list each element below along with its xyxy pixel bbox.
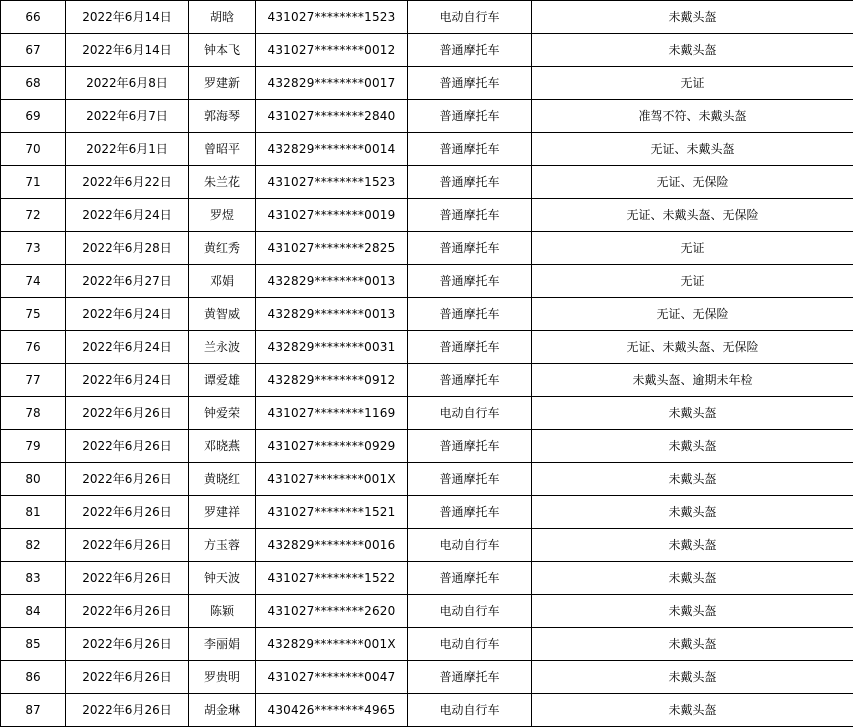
id-number-cell[interactable]: 430426********4965 [256, 694, 408, 727]
table-row [1, 496, 853, 529]
table-row [1, 463, 853, 496]
violation-cell[interactable]: 未戴头盔、逾期未年检 [532, 364, 853, 397]
vehicle-type-cell[interactable]: 普通摩托车 [408, 67, 532, 100]
table-row [1, 331, 853, 364]
vehicle-type-cell[interactable]: 电动自行车 [408, 1, 532, 34]
row-number-cell[interactable]: 69 [1, 100, 66, 133]
table-row [1, 397, 853, 430]
vehicle-type-cell[interactable]: 普通摩托车 [408, 265, 532, 298]
id-number-cell[interactable]: 432829********0014 [256, 133, 408, 166]
violation-cell[interactable]: 未戴头盔 [532, 34, 853, 67]
table-row [1, 529, 853, 562]
table-row [1, 100, 853, 133]
vehicle-type-cell[interactable]: 普通摩托车 [408, 463, 532, 496]
id-number-cell[interactable]: 432829********0017 [256, 67, 408, 100]
table-row [1, 364, 853, 397]
violation-cell[interactable]: 未戴头盔 [532, 1, 853, 34]
violation-cell[interactable]: 无证、未戴头盔、无保险 [532, 331, 853, 364]
date-cell[interactable]: 2022年6月24日 [66, 199, 189, 232]
vehicle-type-cell[interactable]: 普通摩托车 [408, 232, 532, 265]
violation-cell[interactable]: 准驾不符、未戴头盔 [532, 100, 853, 133]
violation-cell[interactable]: 未戴头盔 [532, 595, 853, 628]
row-number-cell[interactable]: 73 [1, 232, 66, 265]
row-number-cell[interactable]: 87 [1, 694, 66, 727]
violation-cell[interactable]: 无证 [532, 67, 853, 100]
name-cell[interactable]: 罗建新 [189, 67, 256, 100]
name-cell[interactable]: 邓晓燕 [189, 430, 256, 463]
row-number-cell[interactable]: 67 [1, 34, 66, 67]
id-number-cell[interactable]: 431027********2825 [256, 232, 408, 265]
vehicle-type-cell[interactable]: 普通摩托车 [408, 199, 532, 232]
table-row [1, 298, 853, 331]
row-number-cell[interactable]: 74 [1, 265, 66, 298]
row-number-cell[interactable]: 68 [1, 67, 66, 100]
row-number-cell[interactable]: 66 [1, 1, 66, 34]
table-row [1, 1, 853, 34]
row-number-cell[interactable]: 84 [1, 595, 66, 628]
id-number-cell[interactable]: 432829********0013 [256, 298, 408, 331]
date-cell[interactable]: 2022年6月26日 [66, 694, 189, 727]
row-number-cell[interactable]: 82 [1, 529, 66, 562]
row-number-cell[interactable]: 80 [1, 463, 66, 496]
row-number-cell[interactable]: 72 [1, 199, 66, 232]
date-cell[interactable]: 2022年6月26日 [66, 595, 189, 628]
vehicle-type-cell[interactable]: 普通摩托车 [408, 34, 532, 67]
name-cell[interactable]: 钟天波 [189, 562, 256, 595]
vehicle-type-cell[interactable]: 普通摩托车 [408, 562, 532, 595]
row-number-cell[interactable]: 76 [1, 331, 66, 364]
id-number-cell[interactable]: 431027********2840 [256, 100, 408, 133]
vehicle-type-cell[interactable]: 普通摩托车 [408, 298, 532, 331]
violation-cell[interactable]: 未戴头盔 [532, 562, 853, 595]
violation-cell[interactable]: 未戴头盔 [532, 430, 853, 463]
table-row [1, 199, 853, 232]
row-number-cell[interactable]: 83 [1, 562, 66, 595]
name-cell[interactable]: 胡金琳 [189, 694, 256, 727]
violation-cell[interactable]: 无证、无保险 [532, 166, 853, 199]
table-row [1, 34, 853, 67]
name-cell[interactable]: 邓娟 [189, 265, 256, 298]
violation-cell[interactable]: 未戴头盔 [532, 628, 853, 661]
row-number-cell[interactable]: 79 [1, 430, 66, 463]
table-row [1, 661, 853, 694]
vehicle-type-cell[interactable]: 普通摩托车 [408, 331, 532, 364]
name-cell[interactable]: 李丽娟 [189, 628, 256, 661]
id-number-cell[interactable]: 431027********1522 [256, 562, 408, 595]
table-row [1, 67, 853, 100]
table-row [1, 232, 853, 265]
id-number-cell[interactable]: 431027********1523 [256, 1, 408, 34]
id-number-cell[interactable]: 431027********1169 [256, 397, 408, 430]
violation-cell[interactable]: 未戴头盔 [532, 496, 853, 529]
row-number-cell[interactable]: 85 [1, 628, 66, 661]
table-row [1, 166, 853, 199]
id-number-cell[interactable]: 431027********1523 [256, 166, 408, 199]
violation-cell[interactable]: 未戴头盔 [532, 397, 853, 430]
violation-cell[interactable]: 无证、无保险 [532, 298, 853, 331]
date-cell[interactable]: 2022年6月24日 [66, 364, 189, 397]
name-cell[interactable]: 黄红秀 [189, 232, 256, 265]
date-cell[interactable]: 2022年6月26日 [66, 628, 189, 661]
name-cell[interactable]: 罗煜 [189, 199, 256, 232]
violation-cell[interactable]: 未戴头盔 [532, 529, 853, 562]
id-number-cell[interactable]: 431027********0047 [256, 661, 408, 694]
row-number-cell[interactable]: 77 [1, 364, 66, 397]
id-number-cell[interactable]: 431027********2620 [256, 595, 408, 628]
row-number-cell[interactable]: 86 [1, 661, 66, 694]
vehicle-type-cell[interactable]: 普通摩托车 [408, 430, 532, 463]
date-cell[interactable]: 2022年6月26日 [66, 661, 189, 694]
violation-cell[interactable]: 未戴头盔 [532, 463, 853, 496]
date-cell[interactable]: 2022年6月8日 [66, 67, 189, 100]
violation-cell[interactable]: 未戴头盔 [532, 694, 853, 727]
violation-cell[interactable]: 无证 [532, 232, 853, 265]
name-cell[interactable]: 兰永波 [189, 331, 256, 364]
date-cell[interactable]: 2022年6月26日 [66, 463, 189, 496]
name-cell[interactable]: 黄智威 [189, 298, 256, 331]
name-cell[interactable]: 谭爱雄 [189, 364, 256, 397]
id-number-cell[interactable]: 432829********0031 [256, 331, 408, 364]
row-number-cell[interactable]: 75 [1, 298, 66, 331]
table-row [1, 595, 853, 628]
id-number-cell[interactable]: 431027********0012 [256, 34, 408, 67]
date-cell[interactable]: 2022年6月26日 [66, 430, 189, 463]
id-number-cell[interactable]: 432829********0912 [256, 364, 408, 397]
date-cell[interactable]: 2022年6月26日 [66, 562, 189, 595]
name-cell[interactable]: 罗建祥 [189, 496, 256, 529]
row-number-cell[interactable]: 70 [1, 133, 66, 166]
vehicle-type-cell[interactable]: 电动自行车 [408, 694, 532, 727]
row-number-cell[interactable]: 78 [1, 397, 66, 430]
id-number-cell[interactable]: 432829********001X [256, 628, 408, 661]
vehicle-type-cell[interactable]: 电动自行车 [408, 628, 532, 661]
id-number-cell[interactable]: 432829********0013 [256, 265, 408, 298]
table-row [1, 562, 853, 595]
violation-cell[interactable]: 无证、未戴头盔、无保险 [532, 199, 853, 232]
id-number-cell[interactable]: 431027********001X [256, 463, 408, 496]
vehicle-type-cell[interactable]: 普通摩托车 [408, 661, 532, 694]
name-cell[interactable]: 陈颖 [189, 595, 256, 628]
vehicle-type-cell[interactable]: 普通摩托车 [408, 100, 532, 133]
date-cell[interactable]: 2022年6月24日 [66, 331, 189, 364]
date-cell[interactable]: 2022年6月1日 [66, 133, 189, 166]
id-number-cell[interactable]: 431027********0019 [256, 199, 408, 232]
name-cell[interactable]: 钟爱荣 [189, 397, 256, 430]
row-number-cell[interactable]: 81 [1, 496, 66, 529]
id-number-cell[interactable]: 431027********1521 [256, 496, 408, 529]
name-cell[interactable]: 曾昭平 [189, 133, 256, 166]
name-cell[interactable]: 钟本飞 [189, 34, 256, 67]
date-cell[interactable]: 2022年6月24日 [66, 298, 189, 331]
row-number-cell[interactable]: 71 [1, 166, 66, 199]
table-row [1, 133, 853, 166]
table-row [1, 430, 853, 463]
date-cell[interactable]: 2022年6月7日 [66, 100, 189, 133]
table-body [1, 1, 853, 727]
vehicle-type-cell[interactable]: 电动自行车 [408, 397, 532, 430]
date-cell[interactable]: 2022年6月14日 [66, 1, 189, 34]
name-cell[interactable]: 胡晗 [189, 1, 256, 34]
date-cell[interactable]: 2022年6月28日 [66, 232, 189, 265]
name-cell[interactable]: 罗贵明 [189, 661, 256, 694]
date-cell[interactable]: 2022年6月26日 [66, 397, 189, 430]
vehicle-type-cell[interactable]: 普通摩托车 [408, 166, 532, 199]
violation-cell[interactable]: 无证 [532, 265, 853, 298]
date-cell[interactable]: 2022年6月26日 [66, 496, 189, 529]
vehicle-type-cell[interactable]: 普通摩托车 [408, 133, 532, 166]
vehicle-type-cell[interactable]: 电动自行车 [408, 529, 532, 562]
name-cell[interactable]: 黄晓红 [189, 463, 256, 496]
name-cell[interactable]: 郭海琴 [189, 100, 256, 133]
id-number-cell[interactable]: 431027********0929 [256, 430, 408, 463]
vehicle-type-cell[interactable]: 电动自行车 [408, 595, 532, 628]
date-cell[interactable]: 2022年6月14日 [66, 34, 189, 67]
date-cell[interactable]: 2022年6月27日 [66, 265, 189, 298]
violation-cell[interactable]: 无证、未戴头盔 [532, 133, 853, 166]
name-cell[interactable]: 方玉蓉 [189, 529, 256, 562]
name-cell[interactable]: 朱兰花 [189, 166, 256, 199]
table-row [1, 628, 853, 661]
violation-cell[interactable]: 未戴头盔 [532, 661, 853, 694]
date-cell[interactable]: 2022年6月26日 [66, 529, 189, 562]
id-number-cell[interactable]: 432829********0016 [256, 529, 408, 562]
vehicle-type-cell[interactable]: 普通摩托车 [408, 364, 532, 397]
table-row [1, 694, 853, 727]
vehicle-type-cell[interactable]: 普通摩托车 [408, 496, 532, 529]
table-row [1, 265, 853, 298]
date-cell[interactable]: 2022年6月22日 [66, 166, 189, 199]
